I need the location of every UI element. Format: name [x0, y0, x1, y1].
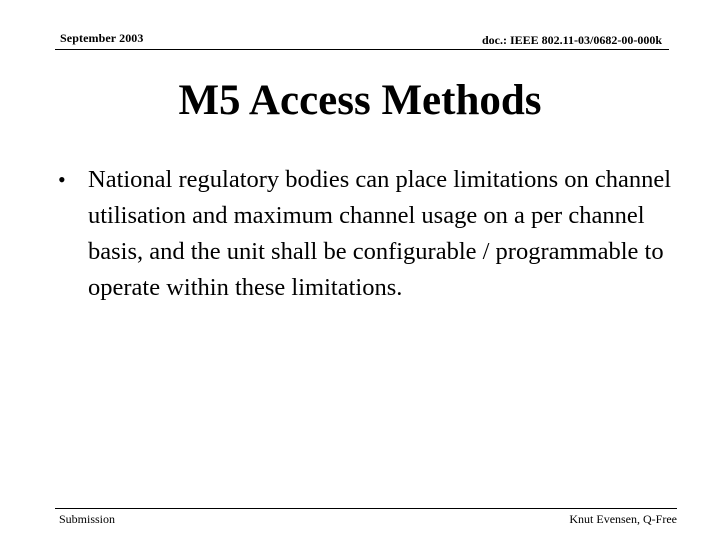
bullet-text: National regulatory bodies can place limitations on channel utilisation and maximum channel usage on a per channel basis, and the unit shall be configurable / programmable to operate within these limitations. [88, 166, 672, 301]
header-doc-id: doc.: IEEE 802.11-03/0682-00-000k [481, 33, 662, 47]
footer-divider [55, 508, 677, 509]
bullet-list [58, 162, 678, 306]
header-date: September 2003 [60, 31, 144, 45]
footer-author: Knut Evensen, Q-Free [569, 512, 677, 526]
header-divider [55, 49, 669, 50]
bullet-item [58, 162, 678, 306]
bullet-icon: • [58, 167, 66, 192]
slide-title: M5 Access Methods [178, 77, 542, 124]
footer-submission: Submission [59, 512, 116, 526]
